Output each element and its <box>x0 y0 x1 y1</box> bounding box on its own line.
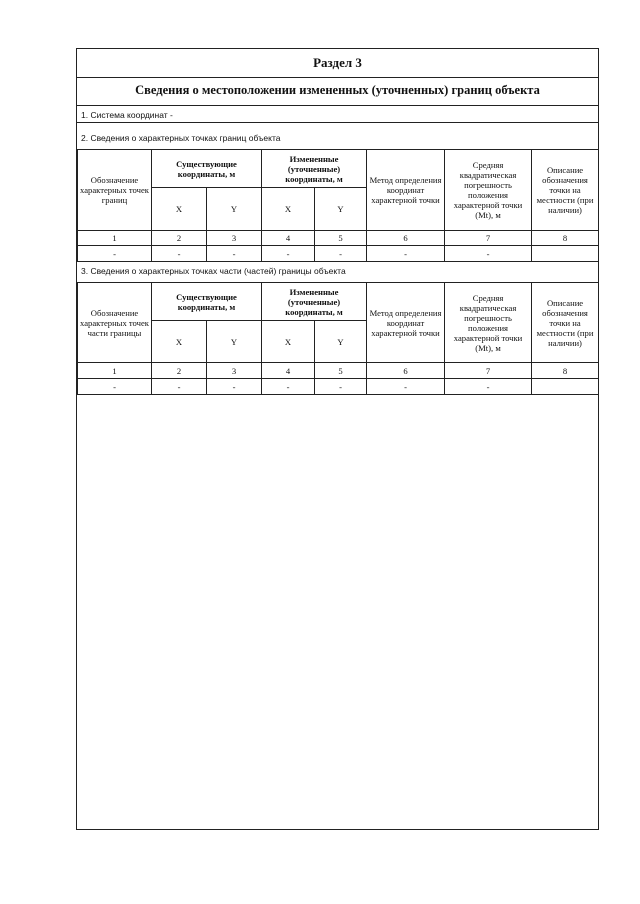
table-cell: - <box>315 379 367 395</box>
header-error: Средняя квадратическая погрешность положения характерной точки (Mt), м <box>445 283 532 363</box>
table-cell: - <box>262 379 315 395</box>
header-changed-coords: Измененные (уточненные) координаты, м <box>262 283 367 321</box>
header-error: Средняя квадратическая погрешность положения характерной точки (Mt), м <box>445 150 532 231</box>
header-designation: Обозначение характерных точек части границы <box>78 283 152 363</box>
table-cell: - <box>445 246 532 262</box>
block3-title: 3. Сведения о характерных точках части (частей) границы объекта <box>81 266 346 276</box>
header-description: Описание обозначения точки на местности (при наличии) <box>532 150 599 231</box>
column-number: 2 <box>152 363 207 379</box>
table-cell <box>532 246 599 262</box>
header-changed-coords: Измененные (уточненные) координаты, м <box>262 150 367 188</box>
header-existing-coords: Существующие координаты, м <box>152 150 262 188</box>
table-cell: - <box>445 379 532 395</box>
header-y: Y <box>207 321 262 363</box>
column-number: 7 <box>445 231 532 246</box>
header-y: Y <box>315 188 367 231</box>
table-cell: - <box>315 246 367 262</box>
table-cell: - <box>262 246 315 262</box>
table-cell: - <box>367 379 445 395</box>
column-number: 3 <box>207 363 262 379</box>
part-boundary-points-table <box>77 282 599 395</box>
header-x: X <box>152 188 207 231</box>
header-x: X <box>262 321 315 363</box>
table-cell: - <box>207 379 262 395</box>
document-frame <box>76 48 599 830</box>
table-cell <box>532 379 599 395</box>
column-number: 8 <box>532 363 599 379</box>
table-cell: - <box>207 246 262 262</box>
header-description: Описание обозначения точки на местности (при наличии) <box>532 283 599 363</box>
column-number: 1 <box>78 231 152 246</box>
table-cell: - <box>367 246 445 262</box>
column-number: 5 <box>315 363 367 379</box>
boundary-points-table <box>77 149 599 262</box>
header-x: X <box>262 188 315 231</box>
column-number: 6 <box>367 231 445 246</box>
header-designation: Обозначение характерных точек границ <box>78 150 152 231</box>
header-y: Y <box>315 321 367 363</box>
table-row <box>78 246 599 262</box>
table-cell: - <box>78 379 152 395</box>
section-title: Раздел 3 <box>77 49 598 78</box>
table-cell: - <box>152 246 207 262</box>
table-row <box>78 379 599 395</box>
table-cell: - <box>152 379 207 395</box>
column-number: 2 <box>152 231 207 246</box>
column-number-row <box>78 231 599 246</box>
header-existing-coords: Существующие координаты, м <box>152 283 262 321</box>
column-number: 1 <box>78 363 152 379</box>
header-method: Метод определения координат характерной точки <box>367 150 445 231</box>
column-number: 4 <box>262 231 315 246</box>
table-cell: - <box>78 246 152 262</box>
header-y: Y <box>207 188 262 231</box>
column-number-row <box>78 363 599 379</box>
column-number: 5 <box>315 231 367 246</box>
document-subtitle: Сведения о местоположении измененных (уточненных) границ объекта <box>77 77 598 106</box>
column-number: 3 <box>207 231 262 246</box>
column-number: 7 <box>445 363 532 379</box>
column-number: 6 <box>367 363 445 379</box>
block2-title: 2. Сведения о характерных точках границ объекта <box>81 133 281 143</box>
column-number: 4 <box>262 363 315 379</box>
coordinate-system: 1. Система координат - <box>77 107 598 123</box>
header-x: X <box>152 321 207 363</box>
header-method: Метод определения координат характерной точки <box>367 283 445 363</box>
column-number: 8 <box>532 231 599 246</box>
